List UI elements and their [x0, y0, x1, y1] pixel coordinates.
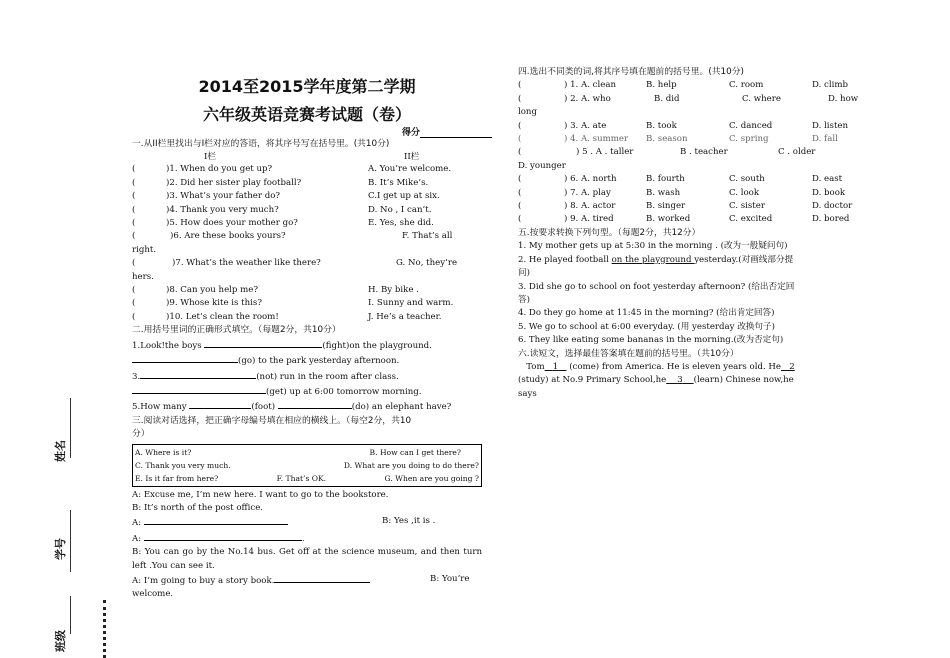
dialogue-line: A: . [132, 531, 482, 546]
passage-line: says [518, 388, 537, 399]
dialogue-line: A: I’m going to buy a story book. B: You’re [132, 573, 470, 586]
choice-row: ( ) 8. A. actor B. singer C. sister D. doctor [518, 201, 853, 212]
part1-column-headers [132, 151, 482, 163]
part3-title-cont: 分） [132, 429, 150, 440]
class-label: 班级 [54, 630, 67, 652]
id-line [70, 510, 71, 572]
dialogue-line: B: You can go by the No.14 bus. Get off at the science museum, and then turn left .You can see it. [132, 547, 482, 571]
choice-row: ( ) 7. A. play B. wash C. look D. book [518, 187, 846, 198]
fill-line-3: 3. (not) run in the room after class. [132, 369, 482, 384]
dialogue-line: welcome. [132, 589, 174, 600]
transform-item: 3. Did she go to school on foot yesterday afternoon? (给出否定回 [518, 281, 795, 292]
options-box: A. Where is it? B. How can I get there? C. Thank you very much. D. What are you doing to do there? E. Is it far from here? F. That’s OK. G. When are you going ? [132, 444, 482, 487]
blank[interactable] [144, 531, 302, 541]
class-line [70, 596, 71, 634]
score-blank[interactable] [420, 129, 492, 138]
dialogue-line: A: Excuse me, I’m new here. I want to go to the bookstore. [132, 489, 389, 500]
part3-title: 三.阅读对话选择，把正确字母编号填在相应的横线上。（每空2分，共10 [132, 415, 412, 426]
part6-title: 六.读短文，选择最佳答案填在题前的括号里。（共10分） [518, 348, 739, 359]
choice-row: ( ) 5 . A . taller B . teacher C . older [518, 147, 816, 158]
match-row: ( )4. Thank you very much? D. No , I can’t. [132, 204, 432, 215]
part5-title: 五.按要求转换下列句型。（每题2分，共12分） [518, 227, 701, 238]
passage-line: (study) at No.9 Primary School,he 3 (learn) Chinese now,he [518, 375, 794, 386]
transform-item: 6. They like eating some bananas in the morning.(改为否定句) [518, 335, 784, 346]
match-row: ( )2. Did her sister play football? B. It’s Mike’s. [132, 177, 429, 188]
match-row: ( )3. What’s your father do? C.I get up at six. [132, 191, 440, 202]
binding-margin [0, 0, 128, 658]
match-row: ( )9. Whose kite is this? I. Sunny and warm. [132, 298, 454, 309]
col2-header: II栏 [404, 152, 420, 163]
transform-item-wrap: 问) [518, 268, 530, 279]
fill-line-5: 5.How many (foot) (do) an elephant have? [132, 399, 482, 414]
fill-line-4: (get) up at 6:00 tomorrow morning. [132, 384, 482, 399]
transform-item: 2. He played football on the playground yesterday.(对画线部分提 [518, 254, 794, 265]
transform-item: 1. My mother gets up at 5:30 in the morning . (改为一般疑问句) [518, 241, 788, 252]
part2-title: 二.用括号里词的正确形式填空。（每题2分，共10分） [132, 325, 341, 336]
choice-row: ( ) 9. A. tired B. worked C. excited D. bored [518, 214, 850, 225]
match-row: ( )10. Let’s clean the room! J. He’s a teacher. [132, 311, 442, 322]
binding-dotted-line [103, 600, 106, 658]
exam-title-year: 2014至2015学年度第二学期 [198, 77, 416, 96]
dialogue-line: B: It’s north of the post office. [132, 502, 264, 513]
match-row: ( )5. How does your mother go? E. Yes, she did. [132, 218, 434, 229]
dialogue-line: A: B: Yes ,it is . [132, 516, 436, 529]
blank[interactable] [278, 399, 352, 409]
choice-row: ( ) 2. A. who B. did C. where D. how [518, 93, 859, 104]
right-column [518, 66, 868, 401]
choice-row: ( ) 4. A. summer B. season C. spring D. fall [518, 134, 838, 145]
blank[interactable] [274, 573, 370, 583]
col1-header: I栏 [204, 152, 216, 163]
fill-line-2: (go) to the park yesterday afternoon. [132, 353, 482, 368]
choice-row-wrap: D. younger [518, 160, 566, 171]
match-row: ( )1. When do you get up? A. You’re welcome. [132, 164, 452, 175]
transform-item-wrap: 答) [518, 294, 530, 305]
part1-title: 一.从II栏里找出与I栏对应的答语，将其序号写在括号里。(共10分) [132, 139, 390, 149]
blank[interactable] [204, 338, 322, 348]
blank[interactable] [189, 399, 251, 409]
blank[interactable] [132, 384, 266, 394]
match-row: ( )8. Can you help me? H. By bike . [132, 285, 419, 296]
choice-row: ( ) 1. A. clean B. help C. room D. climb [518, 80, 849, 91]
transform-item: 4. Do they go home at 11:45 in the morning? (给出肯定回答) [518, 308, 775, 319]
match-row: ( )7. What’s the weather like there? G. No, they’re [132, 258, 458, 269]
id-label: 学号 [54, 538, 67, 560]
name-label: 姓名 [54, 440, 67, 462]
match-row-wrap: right. [132, 244, 157, 255]
blank[interactable] [144, 515, 288, 525]
exam-title: 六年级英语竞赛考试题（卷） [202, 105, 411, 124]
name-line [70, 398, 71, 458]
choice-row: ( ) 3. A. ate B. took C. danced D. listen [518, 120, 849, 131]
passage-line: Tom 1 (come) from America. He is eleven years old. He 2 [526, 361, 795, 372]
match-row: ( )6. Are these books yours? F. That’s all [132, 231, 453, 242]
match-row-wrap: hers. [132, 271, 154, 282]
choice-row: ( ) 6. A. north B. fourth C. south D. east [518, 174, 843, 185]
choice-row-wrap: long [518, 107, 537, 118]
blank[interactable] [140, 369, 256, 379]
score-field: 得分 [132, 125, 492, 138]
left-column [132, 60, 482, 602]
part4-title: 四.选出不同类的词,将其序号填在题前的括号里。(共10分) [518, 67, 744, 77]
blank[interactable] [132, 353, 238, 363]
transform-item: 5. We go to school at 6:00 everyday. (用 yesterday 改换句子) [518, 321, 775, 332]
fill-line-1: 1.Look!the boys (fight)on the playground. [132, 338, 482, 353]
